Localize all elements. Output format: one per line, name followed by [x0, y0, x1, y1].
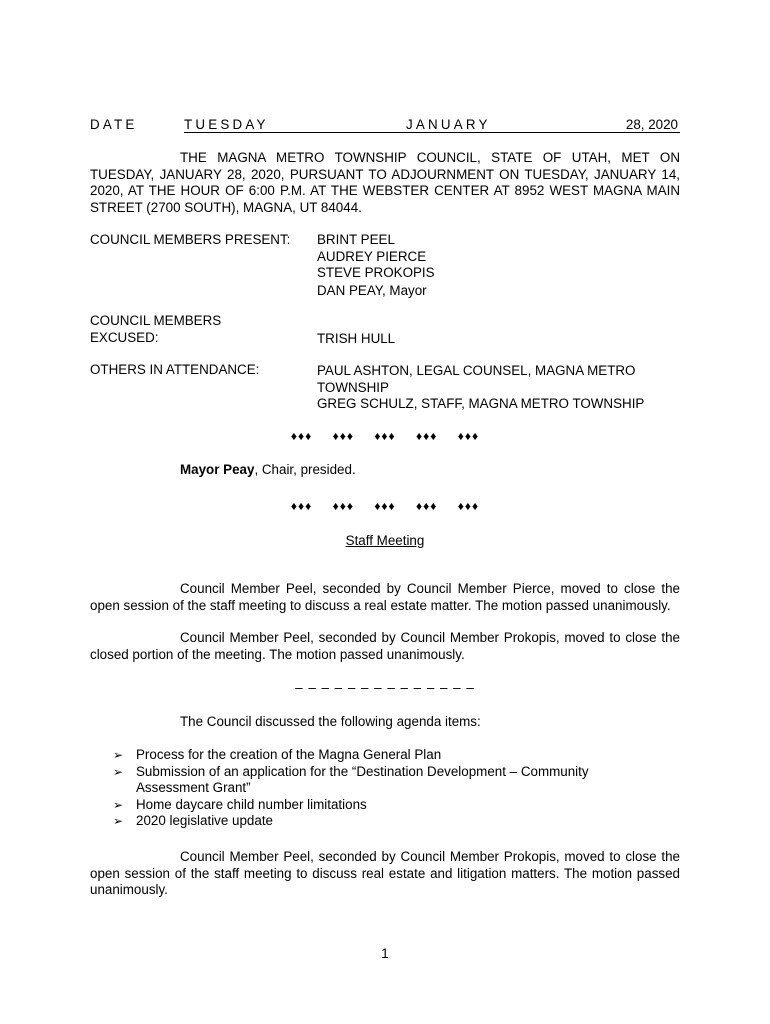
- staff-meeting-heading: [90, 533, 680, 550]
- date-day-year: 28, 2020: [625, 117, 678, 132]
- page-number: 1: [381, 946, 389, 961]
- excused-label-line2: EXCUSED:: [90, 329, 159, 345]
- agenda-item-text: 2020 legislative update: [136, 813, 273, 829]
- present-member: STEVE PROKOPIS: [317, 265, 435, 281]
- arrow-bullet-icon: ➢: [113, 814, 124, 829]
- diamond-separator: [90, 428, 680, 445]
- excused-label: [90, 313, 221, 346]
- diamond-group: ♦♦♦: [416, 429, 438, 443]
- date-month: JANUARY: [406, 117, 491, 132]
- agenda-item: [90, 764, 610, 797]
- agenda-item: [90, 747, 610, 764]
- presiding-officer: Mayor Peay: [180, 462, 255, 477]
- present-member: DAN PEAY, Mayor: [317, 282, 427, 298]
- present-label: COUNCIL MEMBERS PRESENT:: [90, 232, 291, 247]
- excused-label-line1: COUNCIL MEMBERS: [90, 313, 222, 328]
- date-line: [90, 117, 680, 135]
- diamond-group: ♦♦♦: [332, 429, 354, 443]
- presided-text: , Chair, presided.: [254, 462, 356, 477]
- diamond-group: ♦♦♦: [416, 499, 438, 513]
- diamond-group: ♦♦♦: [290, 429, 313, 443]
- arrow-bullet-icon: ➢: [113, 764, 124, 779]
- excused-member: TRISH HULL: [317, 331, 396, 346]
- present-member: AUDREY PIERCE: [317, 248, 427, 264]
- document-page: [90, 0, 680, 1024]
- diamond-group: ♦♦♦: [374, 429, 396, 443]
- others-list: [317, 363, 657, 413]
- agenda-item-text: Process for the creation of the Magna General Plan: [136, 747, 442, 762]
- agenda-item-text: Home daycare child number limitations: [136, 796, 367, 812]
- others-entry: GREG SCHULZ, STAFF, MAGNA METRO TOWNSHIP: [317, 396, 645, 412]
- agenda-item-text: Submission of an application for the “Destination Development – Community Assessment Grant”: [136, 763, 589, 796]
- motion-paragraph-3: Council Member Peel, seconded by Council Member Prokopis, moved to close the open session of the staff meeting to discuss real estate and litigation matters. The motion passed unanimously.: [90, 849, 680, 898]
- present-list: [317, 232, 680, 299]
- diamond-group: ♦♦♦: [374, 499, 396, 513]
- motion-paragraph-2: Council Member Peel, seconded by Council Member Prokopis, moved to close the closed portion of the meeting. The motion passed unanimously.: [90, 630, 680, 662]
- present-member: BRINT PEEL: [317, 232, 395, 247]
- diamond-group: ♦♦♦: [332, 499, 354, 513]
- arrow-bullet-icon: ➢: [113, 797, 124, 812]
- agenda-list: [90, 747, 610, 830]
- agenda-item: [90, 813, 610, 830]
- arrow-bullet-icon: ➢: [113, 748, 124, 762]
- diamond-separator: [90, 498, 680, 515]
- diamond-group: ♦♦♦: [290, 499, 313, 513]
- date-label: DATE: [90, 117, 138, 132]
- diamond-group: ♦♦♦: [457, 499, 480, 513]
- staff-meeting-title: Staff Meeting: [345, 533, 425, 548]
- others-label: OTHERS IN ATTENDANCE:: [90, 362, 260, 377]
- date-day-name: TUESDAY: [184, 117, 269, 132]
- intro-paragraph: THE MAGNA METRO TOWNSHIP COUNCIL, STATE OF UTAH, MET ON TUESDAY, JANUARY 28, 2020, PURSUANT TO ADJOURNMENT ON TUESDAY, JANUARY 14, 2020, AT THE HOUR OF 6:00 P.M. AT THE WEBSTER CENTER AT 8952 WEST MAGNA MAIN STREET (2700 SOUTH), MAGNA, UT 84044.: [90, 150, 680, 215]
- agenda-item: [90, 797, 610, 814]
- others-entry: PAUL ASHTON, LEGAL COUNSEL, MAGNA METRO TOWNSHIP: [317, 363, 636, 395]
- agenda-intro: The Council discussed the following agenda items:: [180, 714, 481, 729]
- presided-line: [180, 462, 356, 479]
- dash-separator: – – – – – – – – – – – – – –: [295, 680, 475, 695]
- diamond-group: ♦♦♦: [457, 429, 480, 443]
- motion-paragraph-1: Council Member Peel, seconded by Council Member Pierce, moved to close the open session of the staff meeting to discuss a real estate matter. The motion passed unanimously.: [90, 581, 680, 613]
